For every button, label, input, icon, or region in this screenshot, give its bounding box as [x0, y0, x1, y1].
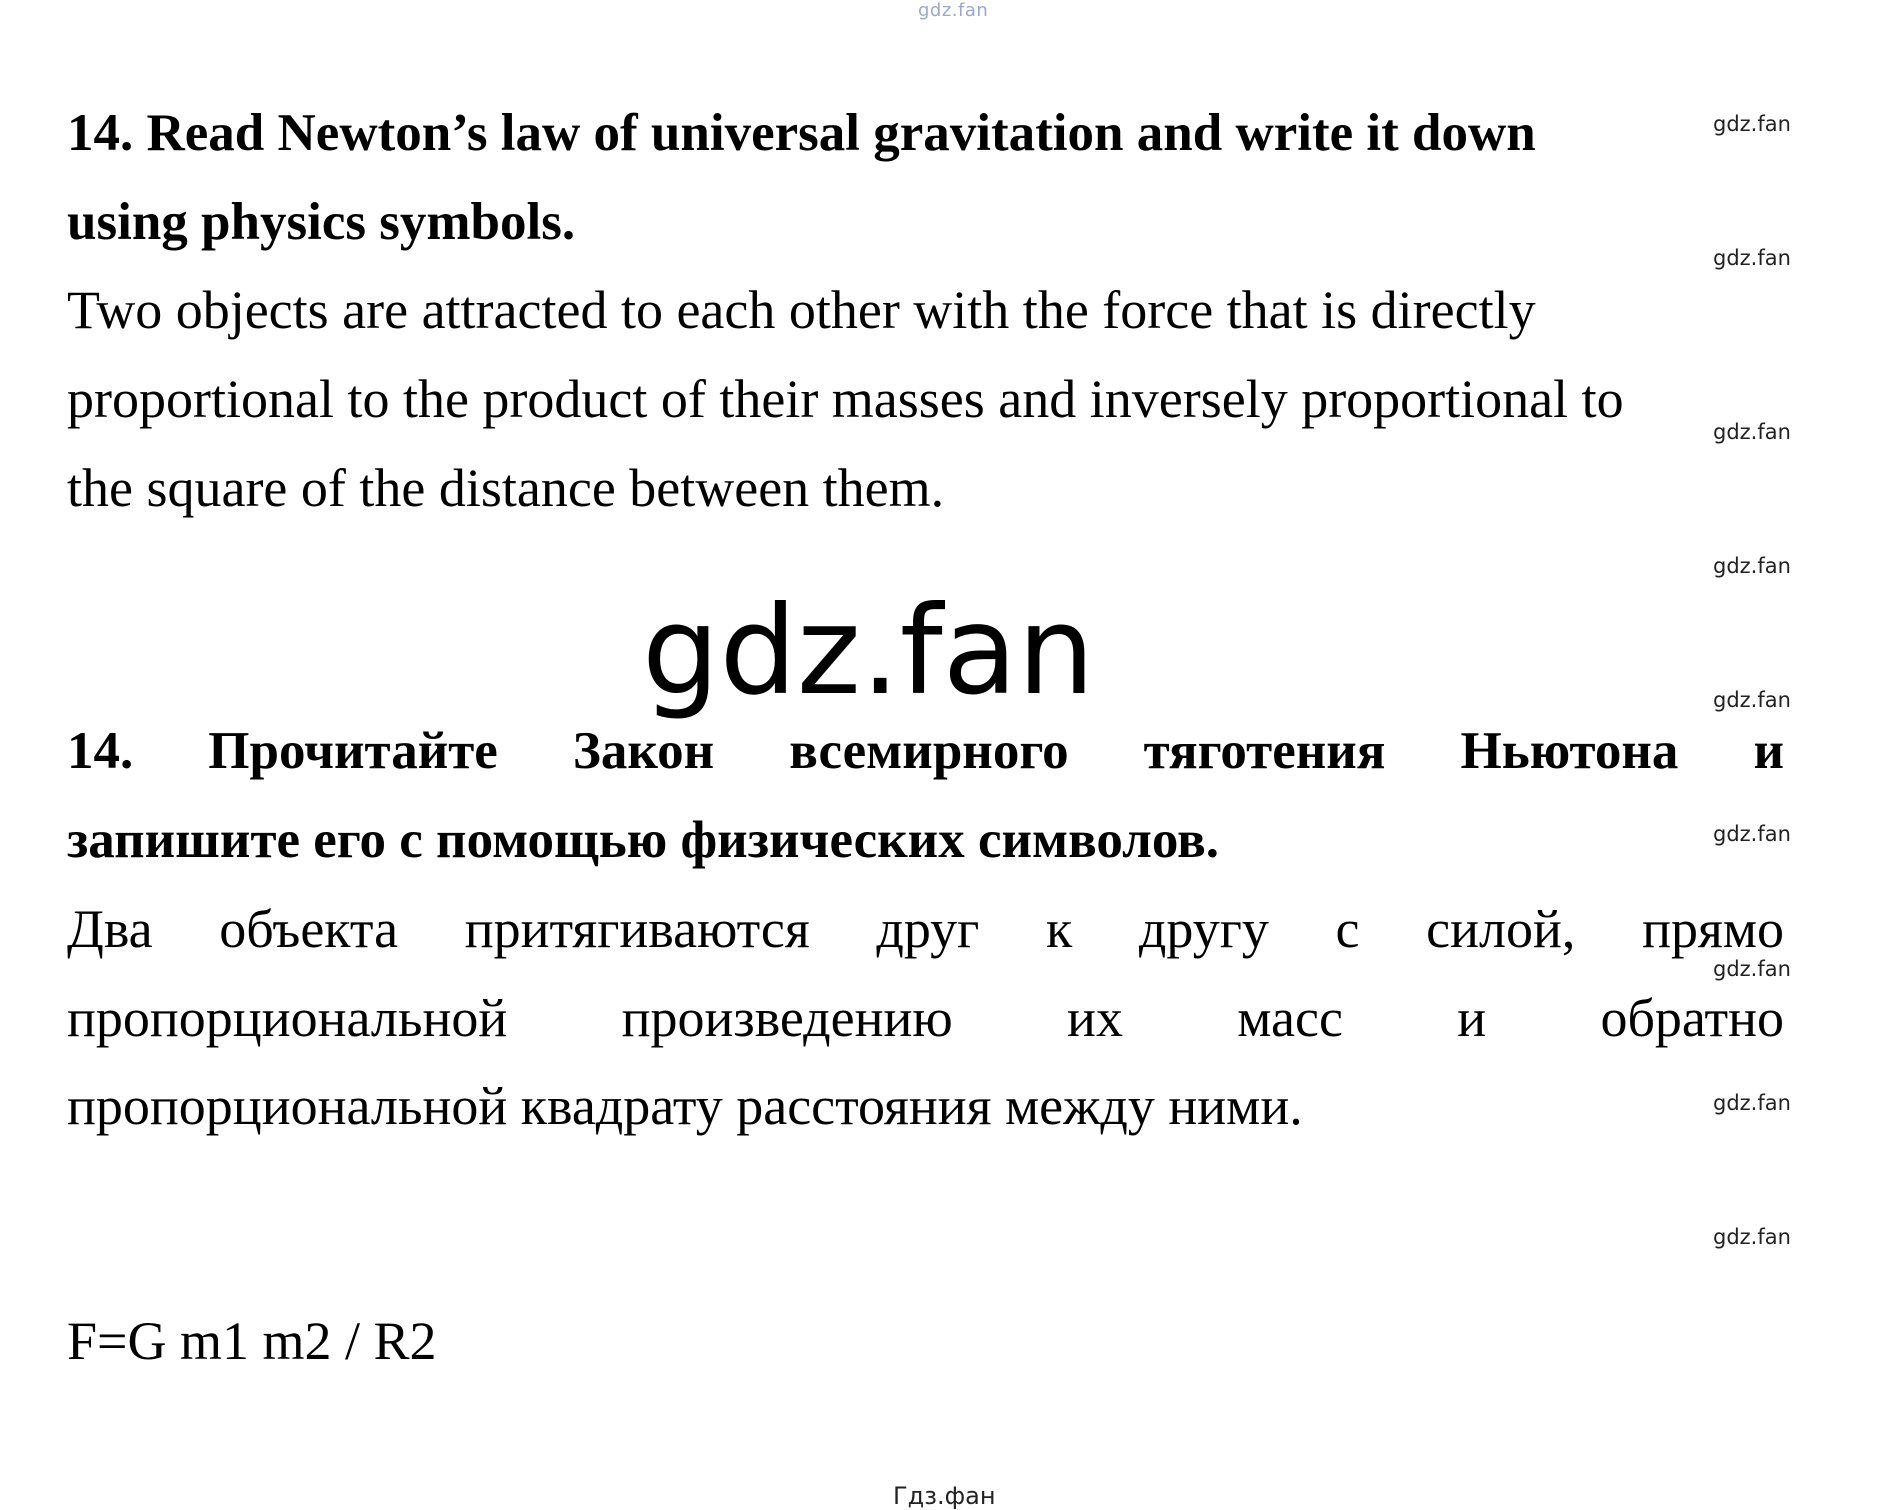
english-body-line-3: the square of the distance between them. — [67, 458, 945, 518]
english-heading-line-2: using physics symbols. — [67, 193, 576, 251]
side-watermark: gdz.fan — [1713, 1091, 1791, 1115]
english-body-line-2: proportional to the product of their masses and inversely proportional to — [67, 369, 1624, 429]
side-watermark: gdz.fan — [1713, 112, 1791, 136]
side-watermark: gdz.fan — [1713, 822, 1791, 846]
russian-body-line-2: пропорциональной произведению их масс и обратно — [67, 988, 1784, 1048]
side-watermark: gdz.fan — [1713, 420, 1791, 444]
russian-body-line-3: пропорциональной квадрату расстояния между ними. — [67, 1076, 1303, 1136]
english-heading-line-1: 14. Read Newton’s law of universal gravitation and write it down — [67, 104, 1536, 162]
bottom-watermark: Гдз.фан — [893, 1482, 996, 1510]
answer-formula: F=G m1 m2 / R2 — [67, 1311, 437, 1371]
side-watermark: gdz.fan — [1713, 1225, 1791, 1249]
side-watermark: gdz.fan — [1713, 246, 1791, 270]
side-watermark: gdz.fan — [1713, 554, 1791, 578]
side-watermark: gdz.fan — [1713, 688, 1791, 712]
english-body-line-1: Two objects are attracted to each other with the force that is directly — [67, 280, 1536, 340]
russian-body-line-1: Два объекта притягиваются друг к другу с силой, прямо — [67, 899, 1784, 959]
center-watermark: gdz.fan — [642, 580, 1095, 722]
side-watermark: gdz.fan — [1713, 957, 1791, 981]
russian-heading-line-1: 14. Прочитайте Закон всемирного тяготения Ньютона и — [67, 722, 1784, 780]
top-watermark: gdz.fan — [918, 0, 989, 21]
russian-heading-line-2: запишите его с помощью физических символов. — [67, 811, 1219, 869]
